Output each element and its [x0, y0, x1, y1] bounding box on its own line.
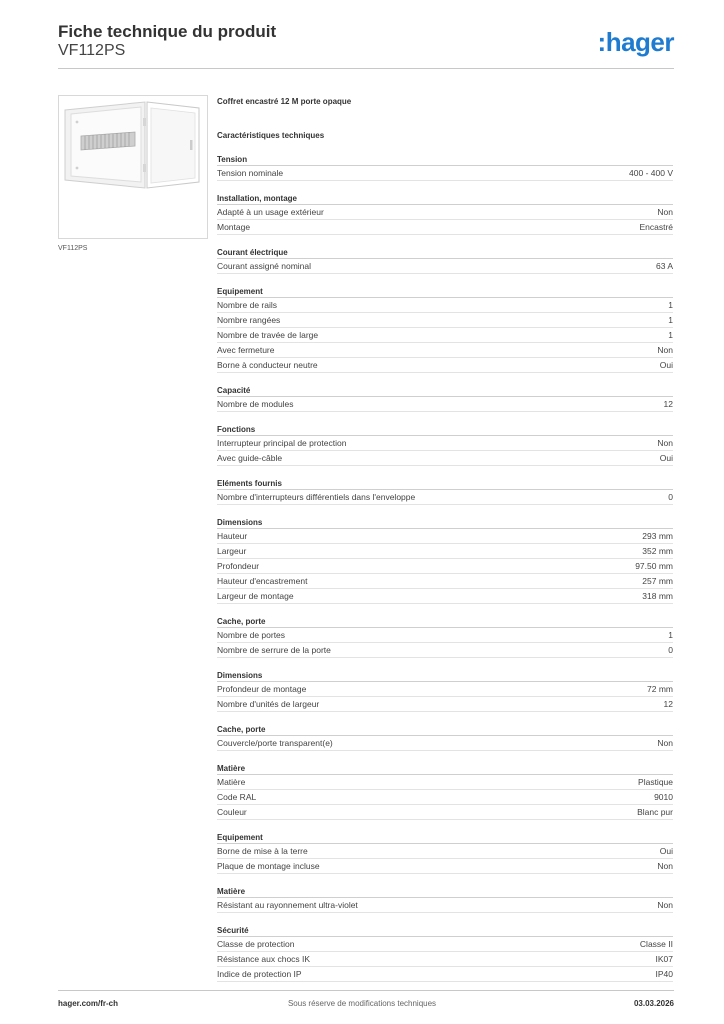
spec-label: Indice de protection IP: [217, 969, 302, 979]
spec-value: 400 - 400 V: [629, 168, 673, 178]
spec-row: [217, 205, 673, 220]
spec-value: 12: [663, 699, 673, 709]
spec-row: [217, 937, 673, 952]
spec-value: 257 mm: [642, 576, 673, 586]
image-caption: VF112PS: [58, 245, 88, 252]
spec-value: 1: [668, 300, 673, 310]
spec-row: [217, 559, 673, 574]
page-header: [58, 22, 674, 68]
spec-label: Nombre d'interrupteurs différentiels dans l'enveloppe: [217, 492, 416, 502]
spec-value: 352 mm: [642, 546, 673, 556]
spec-row: [217, 898, 673, 913]
section-title: Courant électrique: [217, 244, 673, 259]
spec-label: Borne à conducteur neutre: [217, 360, 318, 370]
section-title: Eléments fournis: [217, 475, 673, 490]
spec-value: 293 mm: [642, 531, 673, 541]
spec-value: Encastré: [639, 222, 673, 232]
spec-label: Matière: [217, 777, 246, 787]
spec-label: Nombre de travée de large: [217, 330, 319, 340]
footer-website-link[interactable]: hager.com/fr-ch: [58, 999, 119, 1008]
spec-label: Avec guide-câble: [217, 453, 283, 463]
spec-label: Nombre de portes: [217, 630, 286, 640]
header-divider: [58, 68, 674, 69]
spec-label: Adapté à un usage extérieur: [217, 207, 324, 217]
spec-label: Code RAL: [217, 792, 257, 802]
spec-label: Hauteur d'encastrement: [217, 576, 308, 586]
spec-value: 1: [668, 315, 673, 325]
spec-label: Plaque de montage incluse: [217, 861, 320, 871]
spec-value: Non: [657, 438, 673, 448]
spec-value: Non: [657, 861, 673, 871]
product-image: [58, 95, 208, 239]
section-title: Dimensions: [217, 514, 673, 529]
spec-row: [217, 952, 673, 967]
section-title: Tension: [217, 151, 673, 166]
spec-row: [217, 451, 673, 466]
spec-row: [217, 643, 673, 658]
spec-row: [217, 736, 673, 751]
spec-label: Classe de protection: [217, 939, 295, 949]
spec-row: [217, 775, 673, 790]
spec-label: Résistant au rayonnement ultra-violet: [217, 900, 358, 910]
spec-value: 1: [668, 630, 673, 640]
spec-value: Oui: [659, 453, 673, 463]
spec-value: 0: [668, 492, 673, 502]
spec-row: [217, 358, 673, 373]
spec-value: 318 mm: [642, 591, 673, 601]
spec-row: [217, 859, 673, 874]
product-name: Coffret encastré 12 M porte opaque: [217, 97, 352, 106]
spec-label: Résistance aux chocs IK: [217, 954, 311, 964]
spec-label: Nombre de serrure de la porte: [217, 645, 331, 655]
spec-row: [217, 790, 673, 805]
spec-label: Avec fermeture: [217, 345, 275, 355]
hager-logo: :hager: [597, 27, 674, 57]
spec-label: Profondeur: [217, 561, 260, 571]
technical-specifications: [217, 95, 673, 982]
spec-row: [217, 166, 673, 181]
spec-row: [217, 574, 673, 589]
spec-row: [217, 529, 673, 544]
spec-label: Nombre de modules: [217, 399, 294, 409]
spec-value: Oui: [659, 360, 673, 370]
section-title: Cache, porte: [217, 613, 673, 628]
section-title: Equipement: [217, 829, 673, 844]
spec-row: [217, 328, 673, 343]
spec-row: [217, 313, 673, 328]
section-title: Matière: [217, 883, 673, 898]
spec-value: 1: [668, 330, 673, 340]
spec-label: Borne de mise à la terre: [217, 846, 308, 856]
section-title: Capacité: [217, 382, 673, 397]
spec-label: Largeur: [217, 546, 247, 556]
document-title: Fiche technique du produit: [58, 22, 277, 41]
spec-label: Interrupteur principal de protection: [217, 438, 347, 448]
spec-label: Courant assigné nominal: [217, 261, 312, 271]
spec-row: [217, 397, 673, 412]
section-title: Dimensions: [217, 667, 673, 682]
spec-value: 63 A: [655, 261, 673, 271]
spec-row: [217, 343, 673, 358]
spec-row: [217, 628, 673, 643]
section-title: Fonctions: [217, 421, 673, 436]
spec-label: Largeur de montage: [217, 591, 294, 601]
spec-value: Oui: [659, 846, 673, 856]
spec-row: [217, 298, 673, 313]
spec-label: Couvercle/porte transparent(e): [217, 738, 333, 748]
spec-label: Profondeur de montage: [217, 684, 307, 694]
spec-row: [217, 967, 673, 982]
spec-value: IP40: [655, 969, 673, 979]
spec-row: [217, 436, 673, 451]
section-title: Matière: [217, 760, 673, 775]
spec-value: 72 mm: [647, 684, 673, 694]
spec-row: [217, 682, 673, 697]
section-title: Installation, montage: [217, 190, 673, 205]
spec-value: Plastique: [638, 777, 673, 787]
spec-value: 12: [663, 399, 673, 409]
spec-value: Blanc pur: [637, 807, 673, 817]
spec-row: [217, 490, 673, 505]
spec-value: Classe II: [639, 939, 673, 949]
section-title: Equipement: [217, 283, 673, 298]
spec-label: Nombre de rails: [217, 300, 277, 310]
section-title: Cache, porte: [217, 721, 673, 736]
footer-date: 03.03.2026: [633, 999, 674, 1008]
spec-value: IK07: [655, 954, 673, 964]
product-reference: VF112PS: [58, 42, 126, 59]
spec-row: [217, 844, 673, 859]
enclosure-illustration: [59, 96, 207, 238]
spec-value: Non: [657, 345, 673, 355]
spec-label: Montage: [217, 222, 251, 232]
footer-notice: Sous réserve de modifications techniques: [287, 999, 437, 1008]
spec-row: [217, 220, 673, 235]
specs-heading: Caractéristiques techniques: [217, 131, 325, 140]
spec-value: Non: [657, 900, 673, 910]
spec-row: [217, 805, 673, 820]
spec-value: Non: [657, 207, 673, 217]
spec-row: [217, 589, 673, 604]
spec-row: [217, 259, 673, 274]
spec-label: Nombre rangées: [217, 315, 281, 325]
spec-value: 9010: [654, 792, 673, 802]
spec-label: Hauteur: [217, 531, 248, 541]
spec-label: Tension nominale: [217, 168, 284, 178]
spec-row: [217, 544, 673, 559]
spec-value: Non: [657, 738, 673, 748]
spec-label: Couleur: [217, 807, 247, 817]
spec-value: 97.50 mm: [635, 561, 673, 571]
spec-label: Nombre d'unités de largeur: [217, 699, 320, 709]
footer-divider: [58, 990, 674, 991]
spec-row: [217, 697, 673, 712]
spec-value: 0: [668, 645, 673, 655]
section-title: Sécurité: [217, 922, 673, 937]
